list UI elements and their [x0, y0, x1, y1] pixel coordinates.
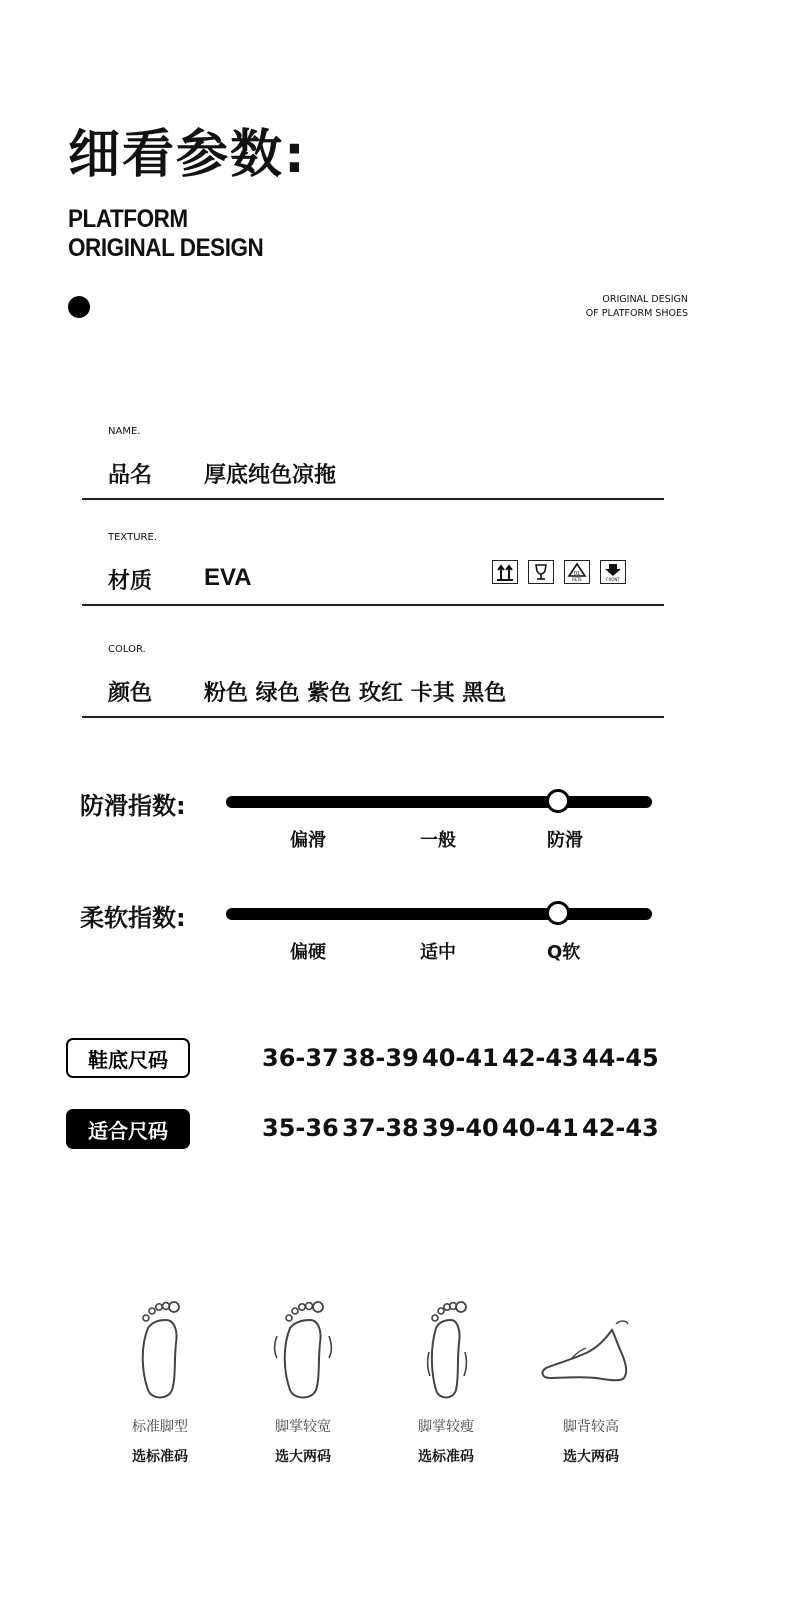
foot-guide-wide — [243, 1298, 363, 1466]
size-value: 42-43 — [582, 1114, 659, 1142]
page-title: 细看参数: — [68, 125, 307, 185]
softness-tick: Q软 — [547, 942, 581, 963]
decorative-dot — [68, 296, 90, 318]
packaging-icons — [492, 560, 626, 584]
size-value: 42-43 — [502, 1044, 579, 1072]
spec-value: 粉色 绿色 紫色 玫红 卡其 黑色 — [204, 681, 507, 706]
foot-caption: 脚掌较瘦 — [418, 1419, 474, 1435]
sole-size-badge: 鞋底尺码 — [66, 1038, 190, 1078]
foot-guide-narrow — [386, 1298, 506, 1466]
spec-small-label: NAME. — [108, 426, 141, 437]
brand-line-2: ORIGINAL DESIGN — [68, 234, 264, 262]
sole-size-values — [262, 1044, 662, 1072]
softness-tick: 偏硬 — [290, 942, 326, 963]
anti-slip-tick: 防滑 — [547, 830, 583, 851]
anti-slip-knob — [546, 789, 570, 813]
brand-line-1: PLATFORM — [68, 205, 188, 233]
recycle-pete-icon — [564, 560, 590, 584]
size-value: 35-36 — [262, 1114, 339, 1142]
foot-guide-high-instep — [531, 1298, 651, 1466]
foot-guide-standard — [100, 1298, 220, 1466]
spec-row-texture — [82, 526, 664, 606]
size-value: 37-38 — [342, 1114, 419, 1142]
pete-text: PETE — [572, 577, 582, 582]
spec-value: 厚底纯色凉拖 — [204, 463, 337, 488]
spec-row-color — [82, 638, 664, 718]
anti-slip-tick: 偏滑 — [290, 830, 326, 851]
high-instep-foot-icon — [536, 1298, 646, 1402]
foot-caption: 标准脚型 — [132, 1419, 188, 1435]
spec-small-label: COLOR. — [108, 644, 146, 655]
spec-row-name — [82, 420, 664, 500]
spec-label: 品名 — [108, 463, 153, 488]
anti-slip-tick: 一般 — [420, 830, 456, 851]
fit-size-badge: 适合尺码 — [66, 1109, 190, 1149]
front-arrow-icon — [600, 560, 626, 584]
size-value: 44-45 — [582, 1044, 659, 1072]
brand-heading — [68, 205, 263, 263]
fit-size-values — [262, 1114, 662, 1142]
fragile-icon — [528, 560, 554, 584]
softness-tick: 适中 — [420, 942, 456, 963]
foot-caption: 脚背较高 — [563, 1419, 619, 1435]
anti-slip-track — [226, 796, 652, 808]
standard-foot-icon — [130, 1298, 190, 1402]
softness-track — [226, 908, 652, 920]
spec-small-label: TEXTURE. — [108, 532, 157, 543]
foot-advice: 选大两码 — [275, 1449, 331, 1465]
softness-knob — [546, 901, 570, 925]
spec-value: EVA — [204, 564, 252, 591]
tagline-line-1: ORIGINAL DESIGN — [602, 294, 688, 305]
size-value: 40-41 — [422, 1044, 499, 1072]
size-value: 39-40 — [422, 1114, 499, 1142]
spec-label: 材质 — [108, 569, 153, 594]
spec-label: 颜色 — [108, 681, 153, 706]
foot-caption: 脚掌较宽 — [275, 1419, 331, 1435]
size-value: 40-41 — [502, 1114, 579, 1142]
softness-label: 柔软指数: — [80, 904, 186, 932]
narrow-foot-icon — [411, 1298, 481, 1402]
size-value: 38-39 — [342, 1044, 419, 1072]
size-value: 36-37 — [262, 1044, 339, 1072]
svg-text:01: 01 — [573, 571, 581, 577]
front-text: FRONT — [606, 577, 620, 582]
wide-foot-icon — [268, 1298, 338, 1402]
tagline-line-2: OF PLATFORM SHOES — [585, 308, 688, 319]
tagline — [586, 293, 688, 321]
this-way-up-icon — [492, 560, 518, 584]
anti-slip-label: 防滑指数: — [80, 792, 186, 820]
foot-advice: 选标准码 — [418, 1449, 474, 1465]
foot-advice: 选标准码 — [132, 1449, 188, 1465]
foot-advice: 选大两码 — [563, 1449, 619, 1465]
